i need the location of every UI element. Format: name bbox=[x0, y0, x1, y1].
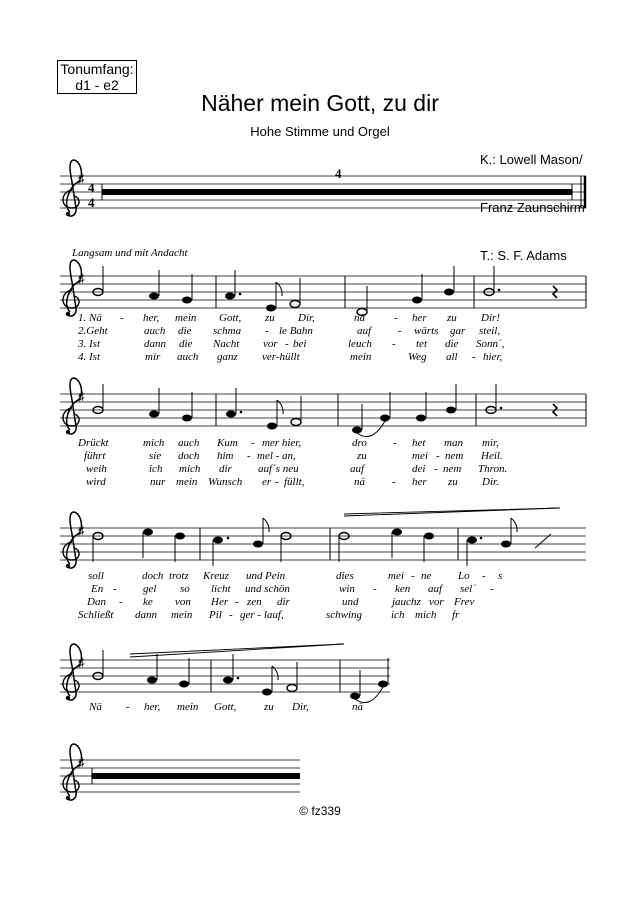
lyric-syllable: - bbox=[472, 351, 476, 363]
lyric-syllable: dir bbox=[277, 596, 290, 608]
lyric-syllable: win bbox=[339, 583, 355, 595]
lyric-syllable: tet bbox=[416, 338, 427, 350]
lyric-syllable: mich bbox=[415, 609, 437, 621]
lyric-syllable: man bbox=[444, 437, 463, 449]
lyric-syllable: doch bbox=[178, 450, 200, 462]
lyric-syllable: und bbox=[342, 596, 359, 608]
lyric-syllable: s bbox=[498, 570, 503, 582]
lyric-syllable: - bbox=[436, 450, 440, 462]
lyric-syllable: führt bbox=[84, 450, 106, 462]
lyric-syllable: Lo bbox=[458, 570, 470, 582]
lyric-syllable: auch bbox=[177, 351, 199, 363]
lyric-syllable: mein bbox=[177, 701, 199, 713]
lyric-syllable: - bbox=[275, 476, 279, 488]
lyric-syllable: 3. Ist bbox=[78, 338, 100, 350]
lyric-syllable: - bbox=[482, 570, 486, 582]
lyric-syllable: all bbox=[446, 351, 458, 363]
lyric-syllable: so bbox=[180, 583, 190, 595]
multirest-bar bbox=[102, 189, 572, 195]
lyric-syllable: her, bbox=[143, 312, 160, 324]
lyric-syllable: Dir, bbox=[292, 701, 309, 713]
lyric-syllable: auf bbox=[428, 583, 443, 595]
lyric-syllable: zu bbox=[265, 312, 275, 324]
lyric-syllable: zu bbox=[448, 476, 458, 488]
lyric-syllable: nä bbox=[354, 312, 365, 324]
lyric-syllable: him bbox=[217, 450, 234, 462]
lyric-syllable: mein bbox=[350, 351, 372, 363]
lyric-syllable: auf bbox=[350, 463, 365, 475]
lyric-syllable: - bbox=[398, 325, 402, 337]
lyric-syllable: nä bbox=[354, 476, 365, 488]
lyric-syllable: mer hier, bbox=[262, 437, 302, 449]
lyric-syllable: fr bbox=[452, 609, 460, 621]
staff-5 bbox=[60, 644, 390, 703]
lyric-syllable: zen bbox=[247, 596, 262, 608]
staff-6 bbox=[60, 744, 300, 800]
tempo-marking: Langsam und mit Andacht bbox=[72, 247, 188, 259]
lyric-syllable: mir, bbox=[482, 437, 499, 449]
lyric-syllable: gel bbox=[143, 583, 157, 595]
lyric-syllable: Schließt bbox=[78, 609, 114, 621]
lyric-syllable: steil, bbox=[479, 325, 501, 337]
lyric-syllable: Thron. bbox=[478, 463, 508, 475]
lyric-syllable: doch bbox=[142, 570, 164, 582]
staff-2 bbox=[60, 260, 586, 316]
lyric-syllable: ver-hüllt bbox=[262, 351, 300, 363]
lyric-syllable: - bbox=[394, 312, 398, 324]
lyric-syllable: dei bbox=[412, 463, 426, 475]
lyric-syllable: - bbox=[120, 312, 124, 324]
lyric-syllable: auch bbox=[178, 437, 200, 449]
lyric-syllable: Kreuz bbox=[203, 570, 229, 582]
lyric-syllable: her bbox=[412, 312, 427, 324]
key-sharp-icon: ♯ bbox=[78, 523, 85, 538]
lyric-syllable: Dir! bbox=[481, 312, 500, 324]
lyric-syllable: Gott, bbox=[219, 312, 242, 324]
lyric-syllable: 1. Nä bbox=[78, 312, 102, 324]
lyric-syllable: zu bbox=[264, 701, 274, 713]
lyric-syllable: mir bbox=[145, 351, 161, 363]
key-sharp-icon: ♯ bbox=[78, 389, 85, 404]
lyric-syllable: - bbox=[126, 701, 130, 713]
lyric-syllable: het bbox=[412, 437, 426, 449]
range-value: d1 - e2 bbox=[75, 77, 119, 93]
lyric-syllable: - bbox=[490, 583, 494, 595]
page-subtitle: Hohe Stimme und Orgel bbox=[250, 124, 390, 139]
lyric-syllable: 2.Geht bbox=[78, 325, 108, 337]
lyric-syllable: - bbox=[373, 583, 377, 595]
lyric-syllable: dir bbox=[219, 463, 232, 475]
lyric-syllable: - bbox=[265, 325, 269, 337]
key-sharp-icon: ♯ bbox=[78, 171, 85, 186]
key-sharp-icon: ♯ bbox=[78, 755, 85, 770]
lyric-syllable: ger - lauf, bbox=[240, 609, 284, 621]
lyric-syllable: Pein bbox=[265, 570, 286, 582]
multirest-count: 4 bbox=[335, 166, 342, 181]
lyric-syllable: mich bbox=[179, 463, 201, 475]
lyric-syllable: mein bbox=[171, 609, 193, 621]
lyric-syllable: dies bbox=[336, 570, 354, 582]
lyric-syllable: Weg bbox=[408, 351, 427, 363]
lyric-syllable: nem bbox=[443, 463, 462, 475]
lyric-syllable: von bbox=[175, 596, 191, 608]
lyric-syllable: - bbox=[392, 476, 396, 488]
notes-staff-4 bbox=[93, 518, 551, 566]
lyric-syllable: und schön bbox=[245, 583, 290, 595]
lyric-syllable: licht bbox=[211, 583, 231, 595]
lyric-syllable: Heil. bbox=[481, 450, 503, 462]
lyric-syllable: - bbox=[393, 437, 397, 449]
lyric-syllable: dro bbox=[352, 437, 367, 449]
lyric-syllable: En bbox=[91, 583, 104, 595]
time-signature-top: 4 bbox=[88, 180, 95, 195]
lyric-syllable: ich bbox=[149, 463, 163, 475]
lyric-syllable: Sonn´, bbox=[476, 338, 505, 350]
lyric-syllable: ken bbox=[395, 583, 411, 595]
lyric-syllable: und bbox=[246, 570, 263, 582]
lyric-syllable: mein bbox=[176, 476, 198, 488]
lyric-syllable: füllt, bbox=[284, 476, 305, 488]
lyric-syllable: auch bbox=[144, 325, 166, 337]
lyric-syllable: mein bbox=[175, 312, 197, 324]
lyric-syllable: die bbox=[445, 338, 459, 350]
lyric-syllable: wärts bbox=[414, 325, 439, 337]
lyric-syllable: bei bbox=[293, 338, 307, 350]
lyric-syllable: ich bbox=[391, 609, 405, 621]
lyric-syllable: zu bbox=[357, 450, 367, 462]
lyric-syllable: vor bbox=[263, 338, 278, 350]
lyric-syllable: die bbox=[178, 325, 192, 337]
lyric-syllable: 4. Ist bbox=[78, 351, 100, 363]
lyric-syllable: trotz bbox=[169, 570, 189, 582]
lyric-syllable: - bbox=[392, 338, 396, 350]
lyric-syllable: mich bbox=[143, 437, 165, 449]
lyric-syllable: le Bahn bbox=[279, 325, 313, 337]
lyric-syllable: Dan bbox=[87, 596, 106, 608]
staff-1 bbox=[60, 160, 586, 216]
decrescendo-hairpin bbox=[130, 644, 344, 657]
lyric-syllable: Gott, bbox=[214, 701, 237, 713]
lyric-syllable: mei bbox=[412, 450, 428, 462]
time-signature-bottom: 4 bbox=[88, 195, 95, 210]
lyric-syllable: wird bbox=[86, 476, 106, 488]
lyric-syllable: sel´ bbox=[460, 583, 476, 595]
key-sharp-icon: ♯ bbox=[78, 271, 85, 286]
staff-4 bbox=[60, 508, 586, 568]
lyric-syllable: - bbox=[113, 583, 117, 595]
lyric-syllable: vor bbox=[429, 596, 444, 608]
credit-arranger: Franz Zaunschirm bbox=[480, 200, 585, 215]
lyric-syllable: nur bbox=[150, 476, 166, 488]
lyric-syllable: Nä bbox=[89, 701, 102, 713]
staff-3 bbox=[60, 378, 586, 437]
lyric-syllable: her bbox=[412, 476, 427, 488]
lyric-syllable: - bbox=[434, 463, 438, 475]
copyright: © fz339 bbox=[299, 804, 341, 818]
lyric-syllable: er bbox=[262, 476, 272, 488]
lyric-syllable: Pil bbox=[209, 609, 222, 621]
lyric-syllable: soll bbox=[88, 570, 104, 582]
lyric-syllable: jauchz bbox=[392, 596, 421, 608]
credit-composer: K.: Lowell Mason/ bbox=[480, 152, 583, 167]
lyric-syllable: Kum bbox=[217, 437, 238, 449]
lyric-syllable: schma bbox=[213, 325, 242, 337]
lyric-syllable: zu bbox=[447, 312, 457, 324]
crescendo-hairpin bbox=[344, 508, 560, 516]
lyric-syllable: ganz bbox=[217, 351, 238, 363]
lyric-syllable: auf´s neu bbox=[258, 463, 299, 475]
lyric-syllable: dann bbox=[144, 338, 166, 350]
lyric-syllable: Dir. bbox=[482, 476, 499, 488]
lyric-syllable: - bbox=[229, 609, 233, 621]
lyric-syllable: die bbox=[179, 338, 193, 350]
range-label: Tonumfang: bbox=[60, 61, 134, 77]
lyric-syllable: hier, bbox=[483, 351, 503, 363]
lyric-syllable: Dir, bbox=[298, 312, 315, 324]
lyric-syllable: mel - an, bbox=[257, 450, 296, 462]
lyric-syllable: - bbox=[285, 338, 289, 350]
lyric-syllable: - bbox=[247, 450, 251, 462]
lyric-syllable: dann bbox=[135, 609, 157, 621]
lyric-syllable: auf bbox=[357, 325, 372, 337]
lyric-syllable: weih bbox=[86, 463, 107, 475]
lyric-syllable: schwing bbox=[326, 609, 363, 621]
lyric-syllable: mei bbox=[388, 570, 404, 582]
lyric-syllable: nä bbox=[352, 701, 363, 713]
lyric-syllable: nem bbox=[445, 450, 464, 462]
page-title: Näher mein Gott, zu dir bbox=[201, 90, 439, 116]
lyric-syllable: - bbox=[411, 570, 415, 582]
lyric-syllable: her, bbox=[144, 701, 161, 713]
lyric-syllable: ke bbox=[143, 596, 153, 608]
key-sharp-icon: ♯ bbox=[78, 655, 85, 670]
lyric-syllable: gar bbox=[450, 325, 466, 337]
lyric-syllable: sie bbox=[149, 450, 162, 462]
lyric-syllable: - bbox=[251, 437, 255, 449]
lyric-syllable: Her bbox=[211, 596, 229, 608]
lyric-syllable: - bbox=[235, 596, 239, 608]
lyric-syllable: Frev bbox=[454, 596, 475, 608]
lyric-syllable: - bbox=[119, 596, 123, 608]
lyric-syllable: Wunsch bbox=[208, 476, 243, 488]
multirest-bar bbox=[92, 773, 300, 779]
lyric-syllable: Drückt bbox=[78, 437, 109, 449]
lyric-syllable: leuch bbox=[348, 338, 372, 350]
credit-text: T.: S. F. Adams bbox=[480, 248, 567, 263]
lyric-syllable: ne bbox=[421, 570, 432, 582]
lyric-syllable: Nacht bbox=[213, 338, 240, 350]
